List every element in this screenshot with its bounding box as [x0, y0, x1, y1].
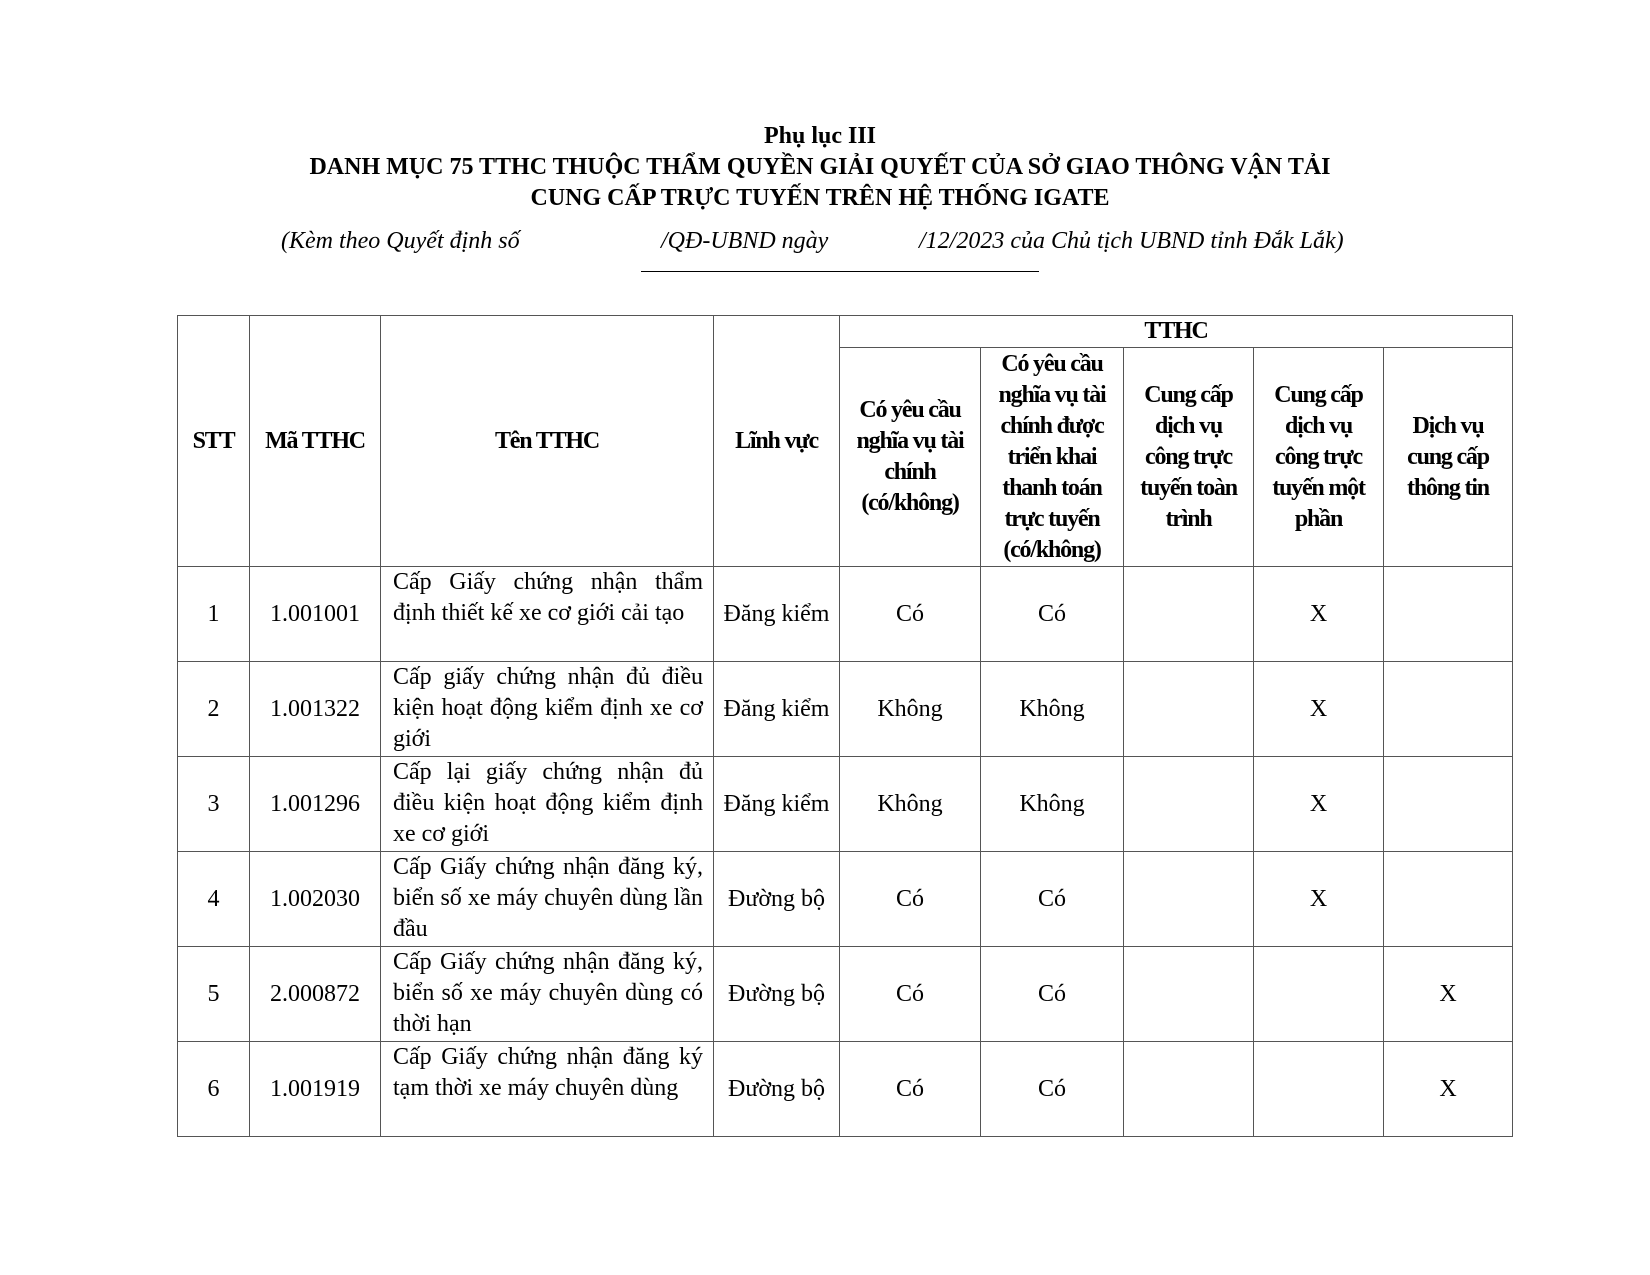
cell-field: Đăng kiểm [714, 662, 840, 757]
cell-financial: Có [840, 567, 981, 662]
header-partial-online: Cung cấp dịch vụ công trực tuyến một phần [1254, 348, 1384, 567]
document-header [0, 120, 1650, 214]
procedures-table [177, 315, 1513, 1137]
cell-stt: 1 [178, 567, 250, 662]
cell-stt: 4 [178, 852, 250, 947]
cell-code: 1.002030 [250, 852, 381, 947]
cell-code: 1.001001 [250, 567, 381, 662]
cell-code: 1.001322 [250, 662, 381, 757]
cell-name: Cấp Giấy chứng nhận đăng ký, biển số xe máy chuyên dùng lần đầu [381, 852, 714, 947]
document-title-line-2: CUNG CẤP TRỰC TUYẾN TRÊN HỆ THỐNG IGATE [530, 185, 1110, 211]
table-row [178, 852, 1513, 947]
cell-stt: 3 [178, 757, 250, 852]
cell-name: Cấp Giấy chứng nhận thẩm định thiết kế xe cơ giới cải tạo [381, 567, 714, 662]
cell-stt: 5 [178, 947, 250, 1042]
cell-partial-online: X [1254, 567, 1384, 662]
cell-info-service [1384, 662, 1513, 757]
header-online-payment: Có yêu cầu nghĩa vụ tài chính được triển khai thanh toán trực tuyến (có/không) [981, 348, 1124, 567]
header-field: Lĩnh vực [714, 316, 840, 567]
cell-partial-online: X [1254, 852, 1384, 947]
table-row [178, 757, 1513, 852]
cell-financial: Có [840, 852, 981, 947]
cell-field: Đăng kiểm [714, 567, 840, 662]
cell-full-online [1124, 567, 1254, 662]
cell-name: Cấp lại giấy chứng nhận đủ điều kiện hoạt động kiểm định xe cơ giới [381, 757, 714, 852]
document-title-line-1: DANH MỤC 75 TTHC THUỘC THẨM QUYỀN GIẢI QUYẾT CỦA SỞ GIAO THÔNG VẬN TẢI [309, 154, 1331, 180]
cell-full-online [1124, 662, 1254, 757]
cell-financial: Có [840, 947, 981, 1042]
cell-name: Cấp giấy chứng nhận đủ điều kiện hoạt động kiểm định xe cơ giới [381, 662, 714, 757]
header-financial: Có yêu cầu nghĩa vụ tài chính (có/không) [840, 348, 981, 567]
decision-reference-part-2: /QĐ-UBND ngày [661, 228, 829, 254]
cell-info-service [1384, 852, 1513, 947]
decision-reference-part-3: /12/2023 của Chủ tịch UBND tỉnh Đắk Lắk) [919, 228, 1344, 254]
cell-code: 1.001919 [250, 1042, 381, 1137]
header-tthc-group: TTHC [840, 316, 1513, 348]
cell-full-online [1124, 852, 1254, 947]
cell-partial-online: X [1254, 757, 1384, 852]
cell-code: 1.001296 [250, 757, 381, 852]
cell-field: Đăng kiểm [714, 757, 840, 852]
cell-online-payment: Có [981, 1042, 1124, 1137]
cell-full-online [1124, 947, 1254, 1042]
cell-full-online [1124, 757, 1254, 852]
header-stt: STT [178, 316, 250, 567]
cell-partial-online [1254, 947, 1384, 1042]
cell-stt: 2 [178, 662, 250, 757]
cell-field: Đường bộ [714, 947, 840, 1042]
header-name: Tên TTHC [381, 316, 714, 567]
cell-code: 2.000872 [250, 947, 381, 1042]
cell-online-payment: Có [981, 567, 1124, 662]
header-full-online: Cung cấp dịch vụ công trực tuyến toàn trình [1124, 348, 1254, 567]
header-info-service: Dịch vụ cung cấp thông tin [1384, 348, 1513, 567]
cell-stt: 6 [178, 1042, 250, 1137]
cell-financial: Không [840, 757, 981, 852]
cell-field: Đường bộ [714, 1042, 840, 1137]
cell-online-payment: Có [981, 947, 1124, 1042]
cell-name: Cấp Giấy chứng nhận đăng ký, biển số xe máy chuyên dùng có thời hạn [381, 947, 714, 1042]
table-row [178, 567, 1513, 662]
decision-reference-part-1: (Kèm theo Quyết định số [281, 228, 520, 254]
cell-name: Cấp Giấy chứng nhận đăng ký tạm thời xe máy chuyên dùng [381, 1042, 714, 1137]
cell-partial-online: X [1254, 662, 1384, 757]
title-underline [641, 271, 1039, 272]
cell-info-service: X [1384, 947, 1513, 1042]
cell-financial: Có [840, 1042, 981, 1137]
cell-partial-online [1254, 1042, 1384, 1137]
table-row [178, 1042, 1513, 1137]
table-row [178, 947, 1513, 1042]
cell-info-service [1384, 567, 1513, 662]
cell-online-payment: Có [981, 852, 1124, 947]
appendix-title: Phụ lục III [763, 123, 877, 149]
header-code: Mã TTHC [250, 316, 381, 567]
cell-online-payment: Không [981, 757, 1124, 852]
cell-info-service: X [1384, 1042, 1513, 1137]
cell-online-payment: Không [981, 662, 1124, 757]
cell-info-service [1384, 757, 1513, 852]
table-row [178, 662, 1513, 757]
cell-full-online [1124, 1042, 1254, 1137]
cell-financial: Không [840, 662, 981, 757]
cell-field: Đường bộ [714, 852, 840, 947]
